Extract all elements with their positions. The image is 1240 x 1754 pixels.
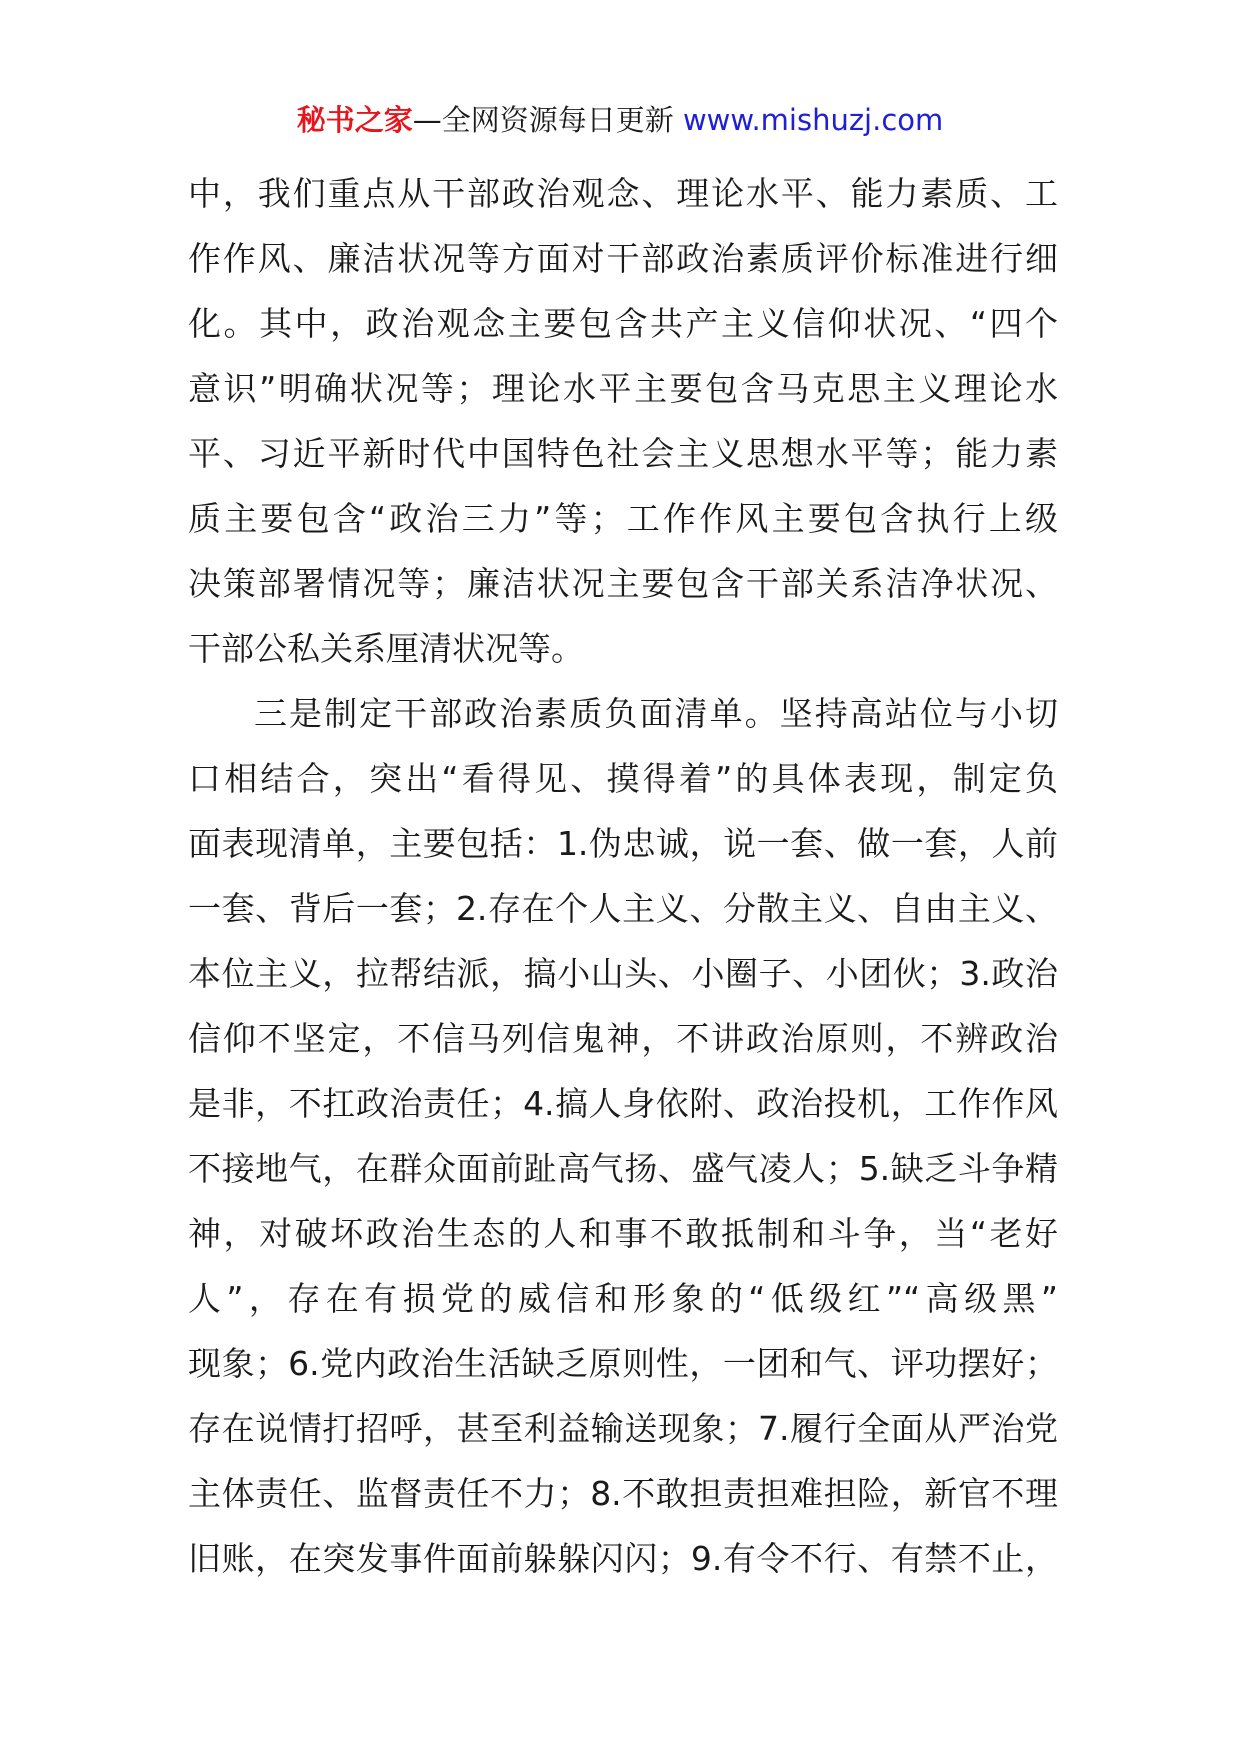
document-body (188, 161, 1058, 1591)
header-slogan: —全网资源每日更新 (412, 103, 674, 137)
text-line: 中，我们重点从干部政治观念、理论水平、能力素质、工 (188, 174, 1058, 213)
text-line: 信仰不坚定，不信马列信鬼神，不讲政治原则，不辨政治 (188, 1019, 1058, 1058)
text-line: 决策部署情况等；廉洁状况主要包含干部关系洁净状况、 (188, 564, 1058, 603)
text-line: 质主要包含“政治三力”等；工作作风主要包含执行上级 (188, 499, 1058, 538)
text-line: 不接地气，在群众面前趾高气扬、盛气凌人；5.缺乏斗争精 (188, 1149, 1058, 1188)
text-line: 主体责任、监督责任不力；8.不敢担责担难担险，新官不理 (188, 1474, 1058, 1513)
text-line: 口相结合，突出“看得见、摸得着”的具体表现，制定负 (188, 759, 1058, 798)
text-line: 旧账，在突发事件面前躲躲闪闪；9.有令不行、有禁不止， (188, 1539, 1058, 1578)
site-url-link[interactable]: www.mishuzj.com (682, 103, 944, 137)
text-line-paragraph-start: 三是制定干部政治素质负面清单。坚持高站位与小切 (254, 694, 1058, 733)
text-line: 作作风、廉洁状况等方面对干部政治素质评价标准进行细 (188, 239, 1058, 278)
text-line: 本位主义，拉帮结派，搞小山头、小圈子、小团伙；3.政治 (188, 954, 1058, 993)
text-line: 存在说情打招呼，甚至利益输送现象；7.履行全面从严治党 (188, 1409, 1058, 1448)
text-line: 干部公私关系厘清状况等。 (188, 629, 584, 668)
text-line: 化。其中，政治观念主要包含共产主义信仰状况、“四个 (188, 304, 1058, 343)
text-line: 是非，不扛政治责任；4.搞人身依附、政治投机，工作作风 (188, 1084, 1058, 1123)
text-line: 人”，存在有损党的威信和形象的“低级红”“高级黑” (188, 1279, 1058, 1318)
text-line: 一套、背后一套；2.存在个人主义、分散主义、自由主义、 (188, 889, 1058, 928)
text-line: 神，对破坏政治生态的人和事不敢抵制和斗争，当“老好 (188, 1214, 1058, 1253)
text-line: 现象；6.党内政治生活缺乏原则性，一团和气、评功摆好； (188, 1344, 1058, 1383)
brand-name: 秘书之家 (296, 103, 413, 137)
text-line: 意识”明确状况等；理论水平主要包含马克思主义理论水 (188, 369, 1058, 408)
text-line: 面表现清单，主要包括：1.伪忠诚，说一套、做一套，人前 (188, 824, 1058, 863)
text-line: 平、习近平新时代中国特色社会主义思想水平等；能力素 (188, 434, 1058, 473)
site-header (0, 100, 1240, 140)
